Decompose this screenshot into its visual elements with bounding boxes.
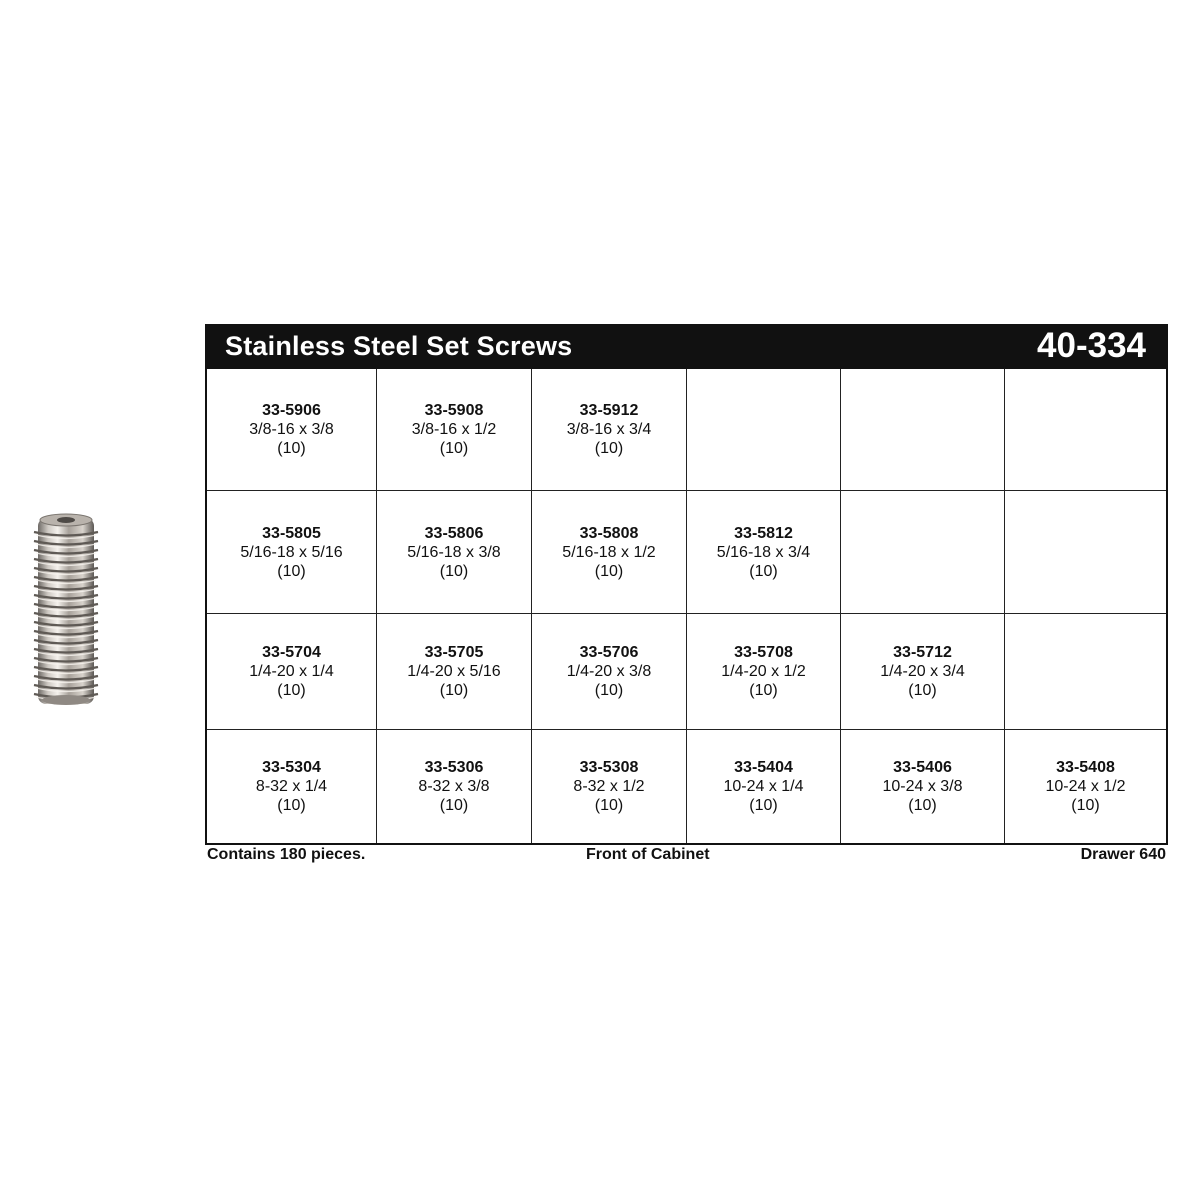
quantity: (10) bbox=[594, 797, 624, 814]
cabinet-orientation: Front of Cabinet bbox=[586, 846, 710, 863]
quantity: (10) bbox=[908, 797, 937, 814]
compartment-row bbox=[207, 491, 1166, 614]
quantity: (10) bbox=[277, 682, 306, 699]
part-number: 33-5404 bbox=[734, 759, 793, 776]
compartment-cell bbox=[532, 730, 687, 843]
compartment-row bbox=[207, 369, 1166, 491]
part-number: 33-5708 bbox=[734, 644, 793, 661]
quantity: (10) bbox=[277, 797, 306, 814]
quantity: (10) bbox=[594, 682, 624, 699]
screw-size: 1/4-20 x 1/4 bbox=[249, 663, 334, 680]
quantity: (10) bbox=[908, 682, 937, 699]
compartment-cell bbox=[207, 491, 377, 614]
quantity: (10) bbox=[439, 562, 469, 580]
compartment-cell bbox=[532, 369, 687, 491]
chart-header bbox=[207, 326, 1166, 369]
quantity: (10) bbox=[439, 440, 469, 457]
part-number: 33-5808 bbox=[579, 524, 639, 542]
part-number: 33-5308 bbox=[579, 759, 639, 776]
empty-compartment bbox=[687, 369, 841, 491]
part-number: 33-5408 bbox=[1056, 759, 1115, 776]
part-number: 33-5805 bbox=[262, 524, 321, 542]
compartment-cell bbox=[377, 614, 532, 730]
part-number: 33-5906 bbox=[262, 402, 321, 419]
part-number: 33-5712 bbox=[893, 644, 952, 661]
screw-size: 1/4-20 x 3/8 bbox=[566, 663, 652, 680]
empty-compartment bbox=[1005, 614, 1166, 730]
part-number: 33-5705 bbox=[424, 644, 484, 661]
quantity: (10) bbox=[749, 562, 778, 580]
compartment-cell bbox=[377, 730, 532, 843]
quantity: (10) bbox=[277, 562, 306, 580]
compartment-cell bbox=[687, 614, 841, 730]
compartment-cell bbox=[207, 369, 377, 491]
piece-count: Contains 180 pieces. bbox=[207, 846, 366, 863]
screw-size: 10-24 x 1/4 bbox=[723, 778, 804, 795]
quantity: (10) bbox=[439, 797, 469, 814]
screw-size: 1/4-20 x 5/16 bbox=[407, 663, 501, 680]
screw-size: 1/4-20 x 1/2 bbox=[721, 663, 806, 680]
empty-compartment bbox=[1005, 369, 1166, 491]
chart-number: 40-334 bbox=[1037, 326, 1146, 365]
part-number: 33-5406 bbox=[893, 759, 952, 776]
empty-compartment bbox=[841, 369, 1005, 491]
screw-size: 5/16-18 x 5/16 bbox=[240, 543, 343, 561]
part-number: 33-5912 bbox=[579, 402, 639, 419]
compartment-grid bbox=[207, 369, 1166, 843]
screw-size: 10-24 x 3/8 bbox=[882, 778, 963, 795]
quantity: (10) bbox=[594, 562, 624, 580]
compartment-cell bbox=[841, 614, 1005, 730]
part-number: 33-5704 bbox=[262, 644, 321, 661]
part-number: 33-5306 bbox=[424, 759, 484, 776]
set-screw-photo bbox=[30, 512, 102, 708]
part-number: 33-5304 bbox=[262, 759, 321, 776]
screw-size: 3/8-16 x 3/8 bbox=[249, 421, 334, 438]
compartment-cell bbox=[841, 730, 1005, 843]
quantity: (10) bbox=[1071, 797, 1100, 814]
quantity: (10) bbox=[749, 682, 778, 699]
part-number: 33-5706 bbox=[579, 644, 639, 661]
compartment-cell bbox=[377, 491, 532, 614]
screw-size: 5/16-18 x 1/2 bbox=[562, 543, 656, 561]
part-number: 33-5812 bbox=[734, 524, 793, 542]
quantity: (10) bbox=[439, 682, 469, 699]
compartment-row bbox=[207, 730, 1166, 843]
screw-size: 10-24 x 1/2 bbox=[1045, 778, 1126, 795]
screw-size: 3/8-16 x 1/2 bbox=[411, 421, 497, 438]
screw-size: 3/8-16 x 3/4 bbox=[566, 421, 652, 438]
part-number: 33-5908 bbox=[424, 402, 484, 419]
screw-size: 5/16-18 x 3/4 bbox=[716, 543, 811, 561]
part-number: 33-5806 bbox=[424, 524, 484, 542]
chart-title: Stainless Steel Set Screws bbox=[225, 331, 573, 361]
empty-compartment bbox=[841, 491, 1005, 614]
compartment-cell bbox=[687, 491, 841, 614]
screw-size: 8-32 x 3/8 bbox=[418, 778, 490, 795]
compartment-row bbox=[207, 614, 1166, 730]
quantity: (10) bbox=[277, 440, 306, 457]
empty-compartment bbox=[1005, 491, 1166, 614]
drawer-chart bbox=[205, 324, 1168, 845]
compartment-cell bbox=[207, 614, 377, 730]
screw-size: 8-32 x 1/2 bbox=[573, 778, 645, 795]
drawer-number: Drawer 640 bbox=[1080, 846, 1166, 863]
screw-size: 8-32 x 1/4 bbox=[255, 778, 328, 795]
compartment-cell bbox=[377, 369, 532, 491]
quantity: (10) bbox=[594, 440, 624, 457]
compartment-cell bbox=[207, 730, 377, 843]
compartment-cell bbox=[1005, 730, 1166, 843]
compartment-cell bbox=[532, 614, 687, 730]
compartment-cell bbox=[532, 491, 687, 614]
screw-size: 1/4-20 x 3/4 bbox=[880, 663, 965, 680]
screw-size: 5/16-18 x 3/8 bbox=[407, 543, 501, 561]
compartment-cell bbox=[687, 730, 841, 843]
quantity: (10) bbox=[749, 797, 778, 814]
